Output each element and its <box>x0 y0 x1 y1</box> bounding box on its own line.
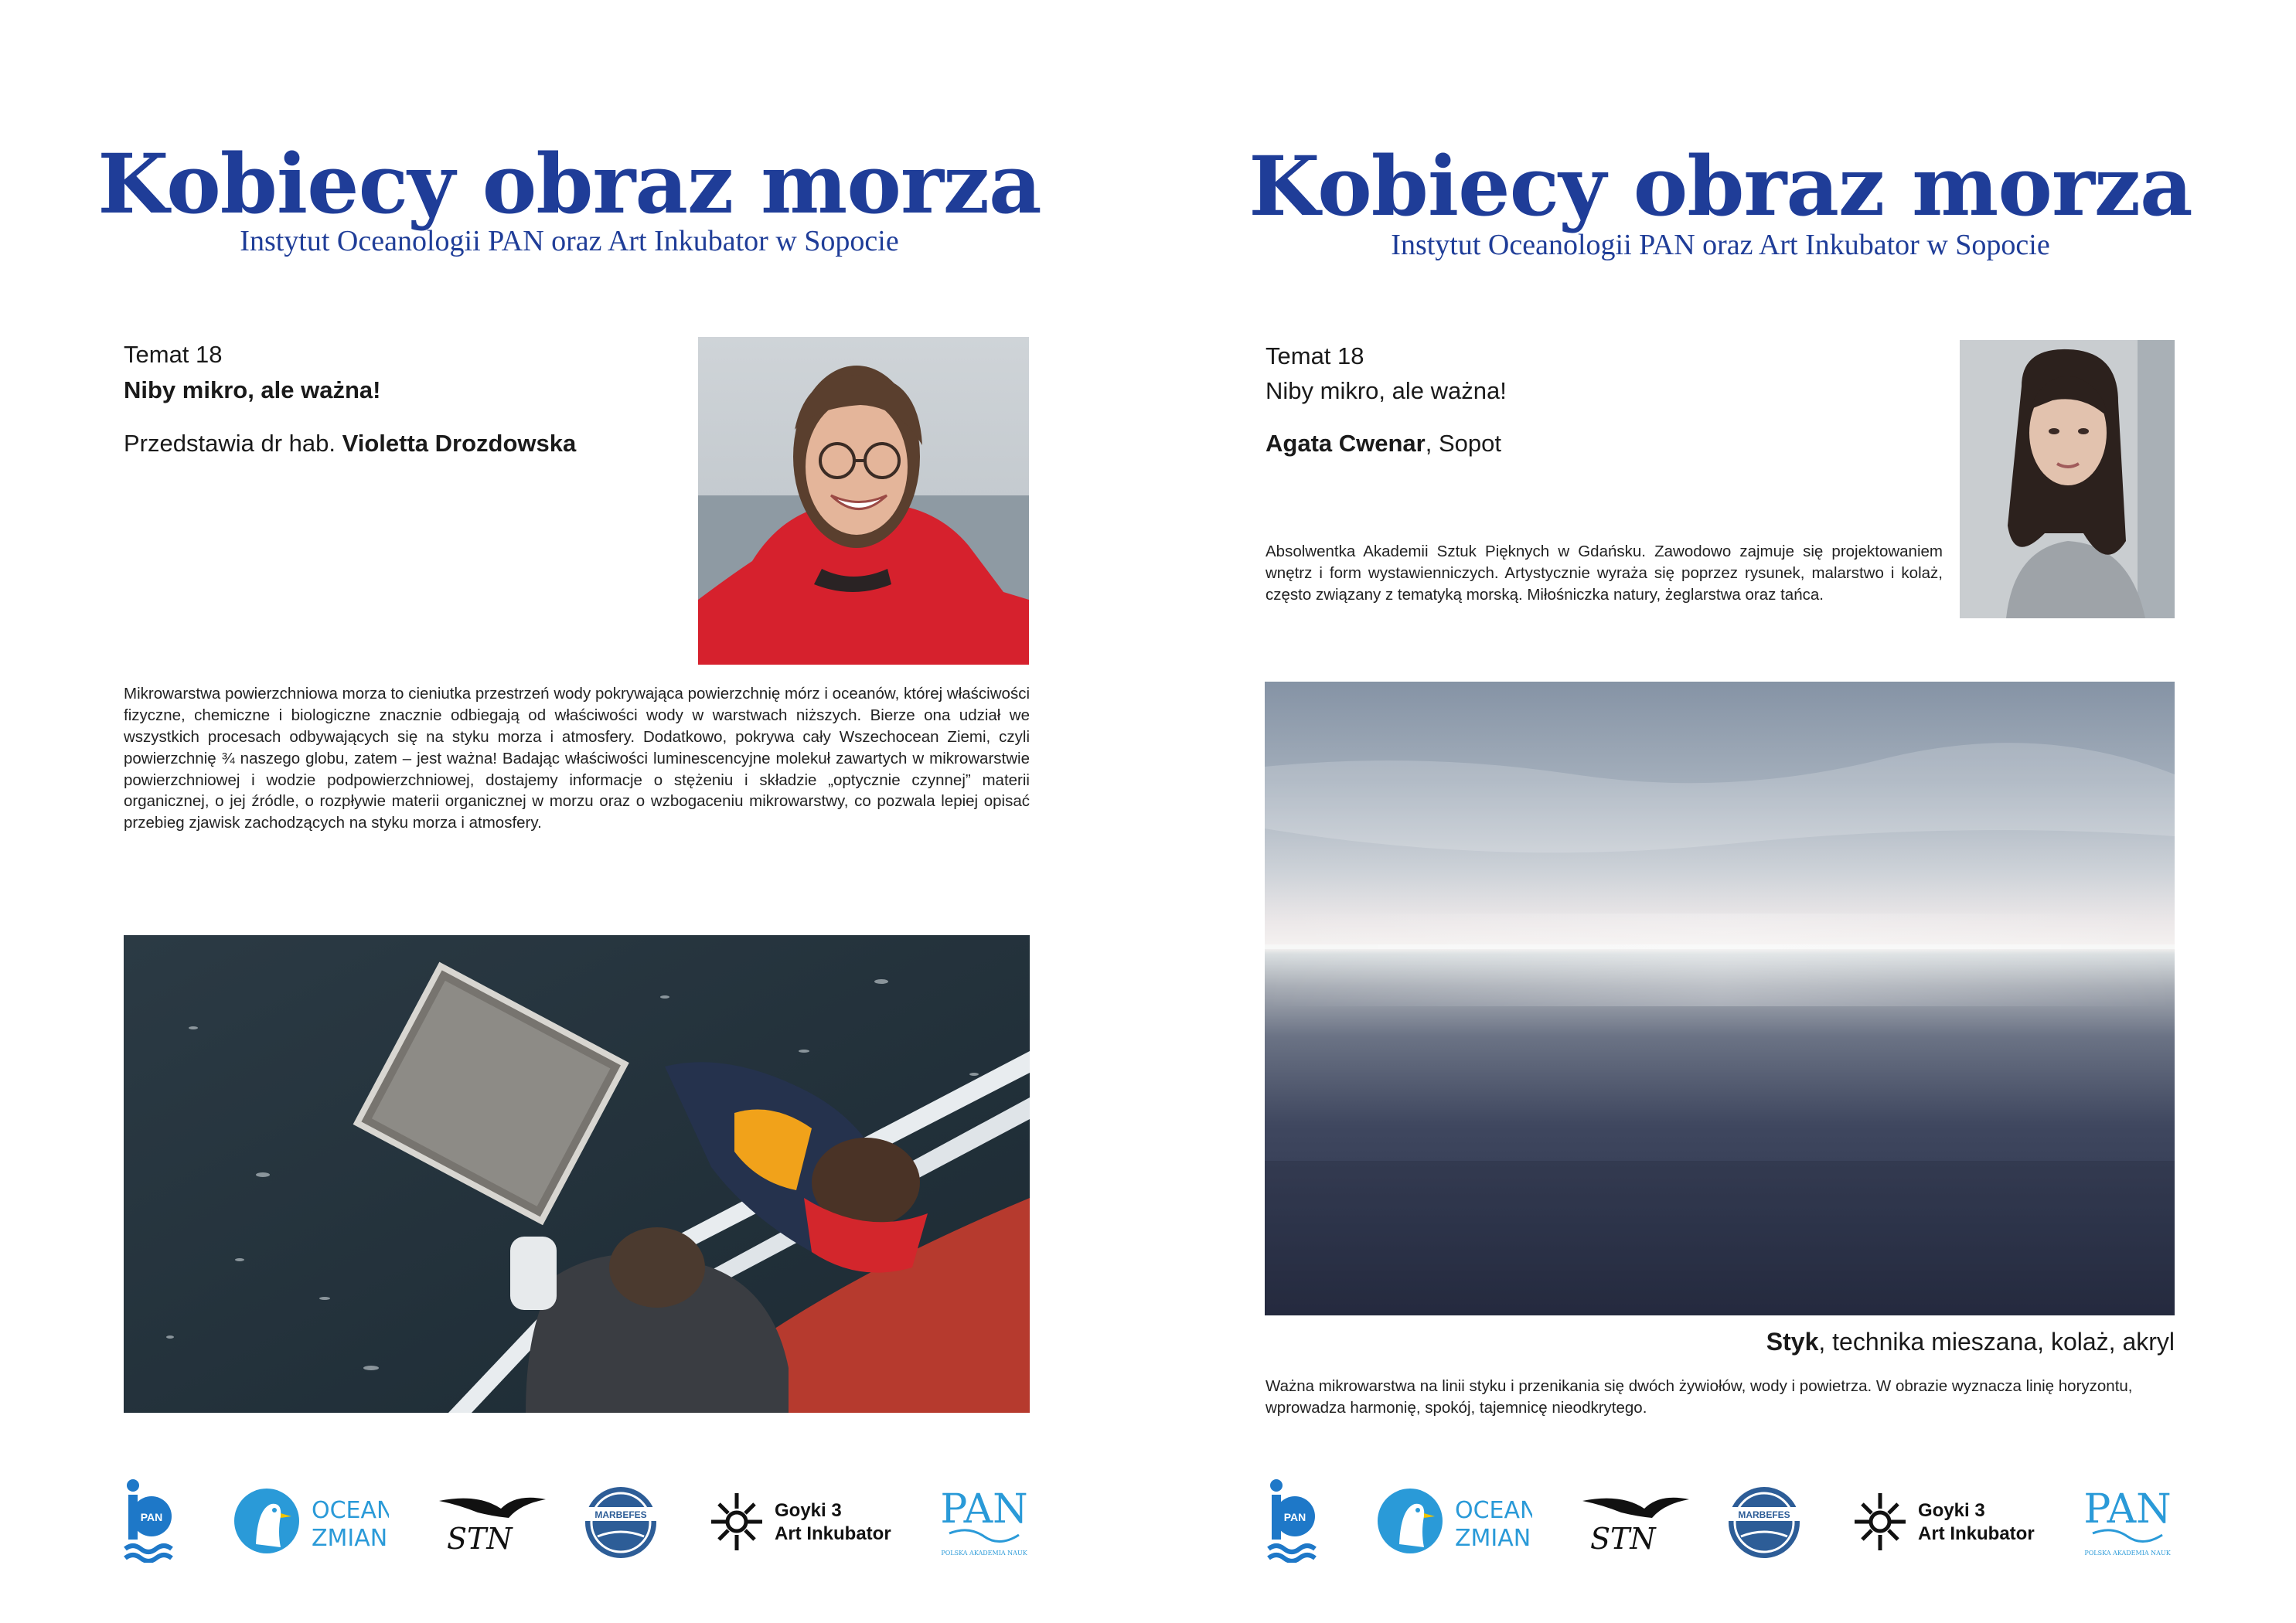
pan-logo-subtext: POLSKA AKADEMIA NAUK <box>941 1550 1027 1557</box>
logo-bar <box>1266 1478 2178 1563</box>
pan-logo-subtext: POLSKA AKADEMIA NAUK <box>2084 1550 2171 1557</box>
marbefes-logo-text: MARBEFES <box>594 1509 647 1520</box>
pan-logo <box>934 1478 1034 1563</box>
artwork-title: Styk <box>1766 1328 1819 1356</box>
iopan-logo <box>122 1478 176 1563</box>
goyki-art-inkubator-logo <box>710 1478 903 1563</box>
page-subtitle: Instytut Oceanologii PAN oraz Art Inkubator w Sopocie <box>240 225 899 257</box>
topic-title: Niby mikro, ale ważna! <box>124 376 381 403</box>
artist-city: , Sopot <box>1425 430 1501 457</box>
goyki-text-2: Art Inkubator <box>775 1523 891 1544</box>
iopan-logo-text: PAN <box>1283 1511 1306 1523</box>
artist-name: Agata Cwenar <box>1266 430 1426 457</box>
topic-title: Niby mikro, ale ważna! <box>1266 377 1507 404</box>
ocean-zmian-text-2: ZMIAN <box>312 1525 388 1552</box>
description-text: Mikrowarstwa powierzchniowa morza to cieniutka przestrzeń wody pokrywająca powierzchnię mórz i oceanów, której właściwości fizyczne, chemiczne i biologiczne znacznie odbiegają od właściwości wody w warstwach niższych. Bierze ona udział we wszystkich procesach odbywających się na styku morza i atmosfery. Dodatkowo, pokrywa cały Wszechocean Ziemi, czyli powierzchnię ¾ naszego globu, zatem – jest ważna! Badając właściwości luminescencyjne molekuł zawartych w mikrowarstwie powierzchniowej i wodzie podpowierzchniowej, dostajemy informacje o stężeniu i składzie „optycznie czynnej” materii organicznej, o jej źródle, o rozpływie materii organicznej w morzu oraz o wzbogaceniu mikrowarstwy, co pozwala lepiej opisać przebieg zjawisk zachodzących na styku morza i atmosfery. <box>124 685 1030 832</box>
presenter-name: Violetta Drozdowska <box>342 430 577 457</box>
stn-logo-text: STN <box>1590 1522 1656 1556</box>
artist-bio: Absolwentka Akademii Sztuk Pięknych w Gdańsku. Zawodowo zajmuje się projektowaniem wnętrz i form wystawienniczych. Artystycznie wyraża się poprzez rysunek, malarstwo i kolaż, często związany z tematyką morską. Miłośniczka natury, żeglarstwa oraz tańca. <box>1266 543 1943 604</box>
research-photo <box>124 935 1030 1413</box>
stn-logo <box>1575 1478 1691 1563</box>
page-title: Kobiecy obraz morza <box>1248 138 2192 234</box>
logo-bar <box>122 1478 1034 1563</box>
artist-line <box>1266 431 1501 455</box>
stn-logo <box>431 1478 547 1563</box>
presenter-line <box>124 431 576 455</box>
topic-number: Temat 18 <box>124 341 223 368</box>
marbefes-logo <box>1725 1478 1803 1563</box>
artist-portrait <box>1960 340 2175 618</box>
marbefes-logo <box>582 1478 659 1563</box>
topic-number: Temat 18 <box>1266 342 1364 369</box>
goyki-text-1: Goyki 3 <box>775 1500 842 1521</box>
pan-logo <box>2077 1478 2178 1563</box>
goyki-art-inkubator-logo <box>1853 1478 2046 1563</box>
ocean-zmian-text-1: OCEAN <box>312 1497 389 1524</box>
pan-logo-text: PAN <box>940 1486 1028 1533</box>
artwork-description: Ważna mikrowarstwa na linii styku i przenikania się dwóch żywiołów, wody i powietrza. W obrazie wyznacza linię horyzontu, wprowadza harmonię, spokój, tajemnicę nieodkrytego. <box>1266 1377 2133 1417</box>
goyki-text-1: Goyki 3 <box>1918 1500 1985 1521</box>
page-title: Kobiecy obraz morza <box>97 135 1041 232</box>
goyki-text-2: Art Inkubator <box>1918 1523 2035 1544</box>
artwork-caption <box>1766 1328 2175 1356</box>
page-subtitle: Instytut Oceanologii PAN oraz Art Inkubator w Sopocie <box>1391 229 2050 261</box>
artwork-details: , technika mieszana, kolaż, akryl <box>1818 1328 2175 1356</box>
artwork-painting <box>1265 682 2175 1315</box>
presenter-prefix: Przedstawia dr hab. <box>124 430 336 457</box>
iopan-logo <box>1266 1478 1320 1563</box>
pan-logo-text: PAN <box>2083 1486 2172 1533</box>
marbefes-logo-text: MARBEFES <box>1738 1509 1790 1520</box>
ocean-zmian-text-1: OCEAN <box>1455 1497 1532 1524</box>
presenter-portrait <box>698 337 1029 665</box>
right-page <box>1148 0 2296 1623</box>
ocean-zmian-logo <box>234 1478 389 1563</box>
iopan-logo-text: PAN <box>140 1511 163 1523</box>
stn-logo-text: STN <box>447 1522 513 1556</box>
ocean-zmian-text-2: ZMIAN <box>1455 1525 1531 1552</box>
ocean-zmian-logo <box>1378 1478 1532 1563</box>
